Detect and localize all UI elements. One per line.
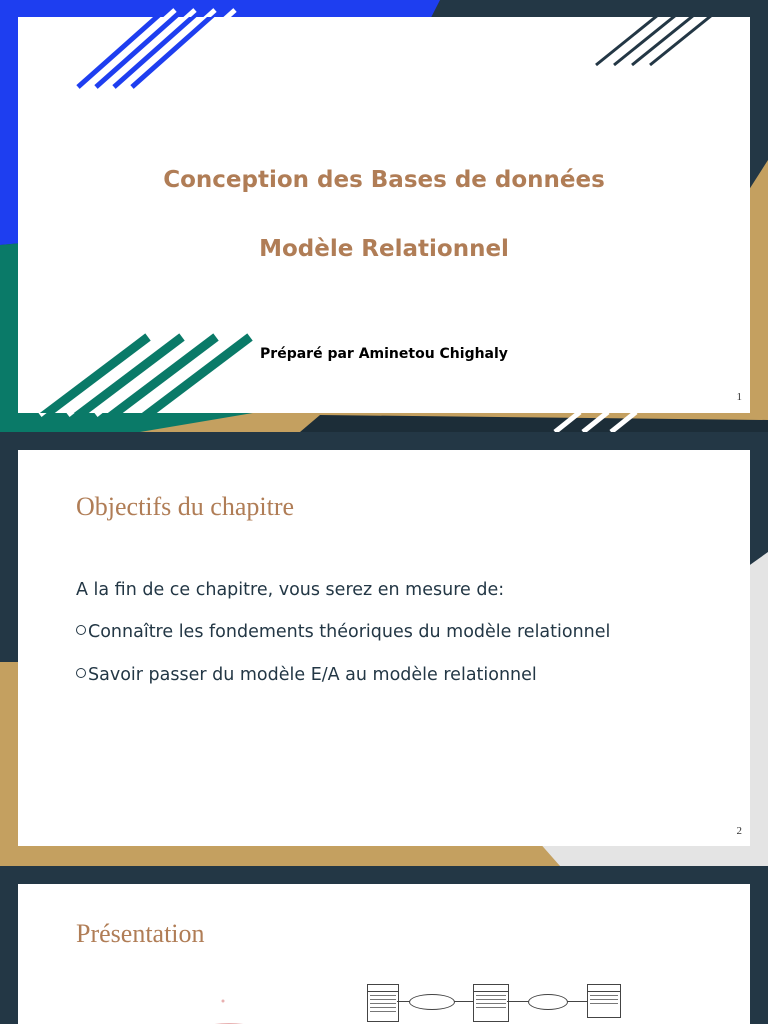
- slide-2: [0, 432, 768, 866]
- section-heading: Présentation: [76, 919, 205, 948]
- author-credit: Préparé par Aminetou Chighaly: [260, 346, 508, 362]
- intro-text: A la fin de ce chapitre, vous serez en mesure de:: [76, 580, 505, 600]
- red-curve-decoration: [18, 884, 750, 1024]
- objective-item: Connaître les fondements théoriques du modèle relationnel: [76, 622, 610, 642]
- circle-bullet-icon: [76, 625, 86, 635]
- page-number: 2: [736, 825, 742, 837]
- section-heading: Objectifs du chapitre: [76, 492, 295, 521]
- slide-1: [0, 0, 768, 432]
- objective-item: Savoir passer du modèle E/A au modèle relationnel: [76, 665, 537, 685]
- slide-2-card: [18, 450, 750, 846]
- slide-1-card: [18, 17, 750, 413]
- slide-3: [0, 866, 768, 1024]
- page-number: 1: [736, 391, 742, 403]
- slide-3-card: [18, 884, 750, 1024]
- presentation-subtitle: Modèle Relationnel: [259, 236, 509, 262]
- circle-bullet-icon: [76, 668, 86, 678]
- presentation-title: Conception des Bases de données: [163, 167, 605, 193]
